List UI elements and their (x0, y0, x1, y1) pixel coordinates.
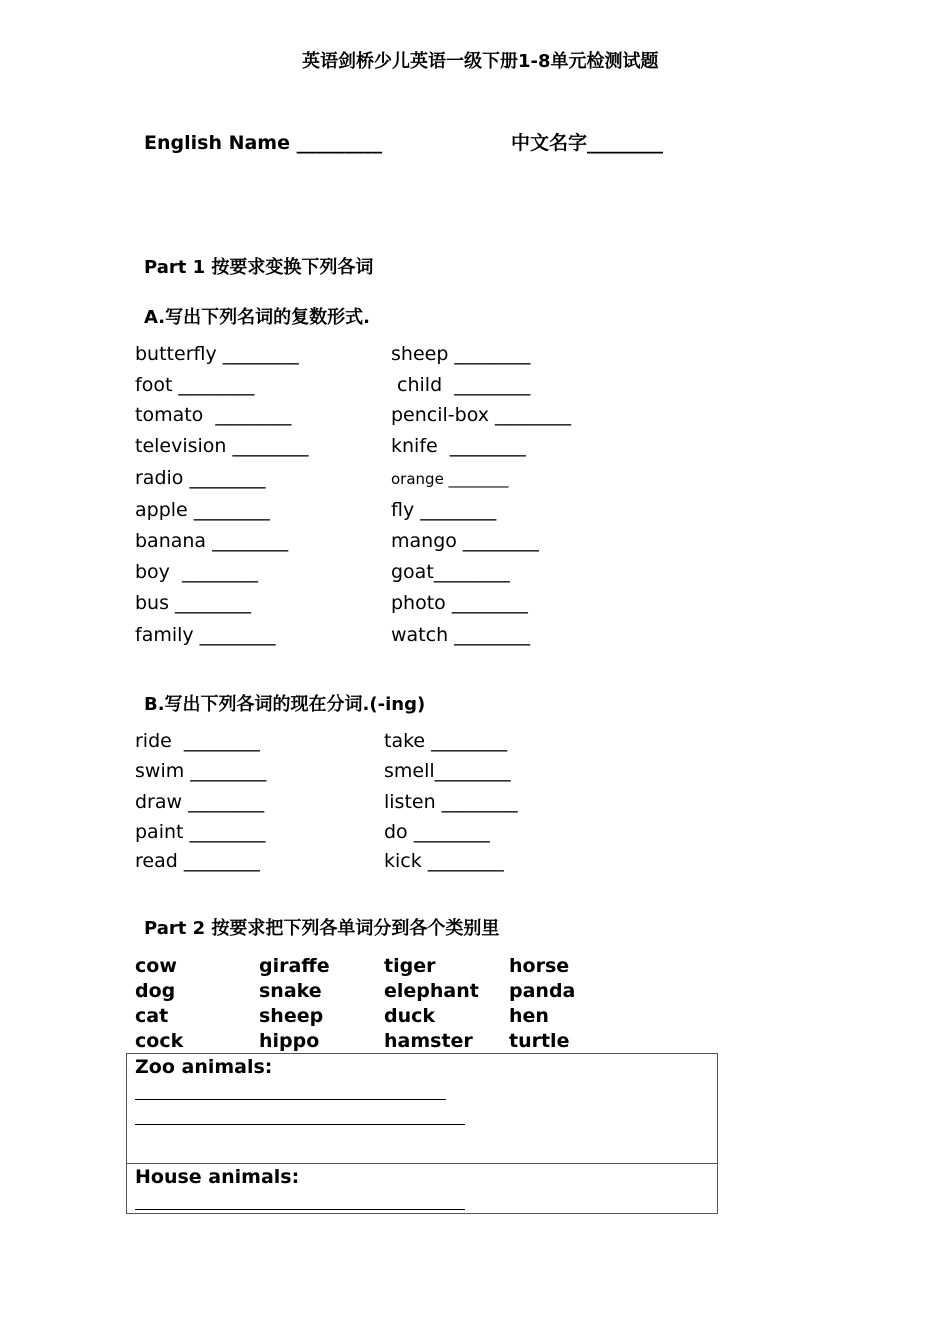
zoo-animals-box (126, 1053, 718, 1164)
plural-item[interactable]: goat________ (391, 561, 510, 583)
plural-item[interactable]: apple ________ (135, 499, 270, 521)
word-cell: snake (259, 980, 322, 1002)
ing-item[interactable]: do ________ (384, 821, 490, 843)
word-cell: cock (135, 1030, 184, 1052)
zoo-answer-line[interactable] (135, 1099, 446, 1100)
ing-item[interactable]: take ________ (384, 730, 508, 752)
plural-item[interactable]: television ________ (135, 435, 309, 457)
plural-item[interactable]: tomato ________ (135, 404, 292, 426)
word-cell: sheep (259, 1005, 324, 1027)
word-cell: hen (509, 1005, 549, 1027)
plural-item[interactable]: orange ________ (391, 470, 509, 488)
section-b-heading: B.写出下列各词的现在分词.(-ing) (144, 694, 426, 715)
plural-item[interactable]: butterfly ________ (135, 343, 299, 365)
plural-item[interactable]: banana ________ (135, 530, 289, 552)
word-cell: hamster (384, 1030, 473, 1052)
chinese-name-field[interactable]: 中文名字________ (511, 132, 664, 154)
ing-item[interactable]: read ________ (135, 850, 260, 872)
plural-item[interactable]: boy ________ (135, 561, 259, 583)
house-answer-line[interactable] (135, 1209, 465, 1210)
plural-item[interactable]: photo ________ (391, 592, 528, 614)
plural-item[interactable]: family ________ (135, 624, 276, 646)
plural-item[interactable]: foot ________ (135, 374, 255, 396)
word-cell: duck (384, 1005, 436, 1027)
ing-item[interactable]: draw ________ (135, 791, 265, 813)
ing-item[interactable]: listen ________ (384, 791, 518, 813)
word-cell: cow (135, 955, 177, 977)
house-animals-label: House animals: (135, 1166, 300, 1188)
word-cell: dog (135, 980, 176, 1002)
ing-item[interactable]: kick ________ (384, 850, 504, 872)
ing-item[interactable]: paint ________ (135, 821, 266, 843)
ing-item[interactable]: swim ________ (135, 760, 267, 782)
plural-item[interactable]: sheep ________ (391, 343, 531, 365)
word-cell: cat (135, 1005, 169, 1027)
zoo-answer-line[interactable] (135, 1124, 465, 1125)
word-cell: turtle (509, 1030, 570, 1052)
plural-item[interactable]: mango ________ (391, 530, 539, 552)
word-cell: elephant (384, 980, 479, 1002)
house-animals-box (126, 1163, 718, 1214)
english-name-field[interactable]: English Name _________ (144, 132, 383, 154)
plural-item[interactable]: fly ________ (391, 499, 497, 521)
plural-item[interactable]: bus ________ (135, 592, 252, 614)
section-a-heading: A.写出下列名词的复数形式. (144, 307, 370, 328)
plural-item[interactable]: radio ________ (135, 467, 266, 489)
ing-item[interactable]: smell________ (384, 760, 511, 782)
plural-item[interactable]: watch ________ (391, 624, 531, 646)
part1-heading: Part 1 按要求变换下列各词 (144, 257, 374, 278)
plural-item[interactable]: child ________ (391, 374, 531, 396)
part2-heading: Part 2 按要求把下列各单词分到各个类别里 (144, 918, 500, 939)
word-cell: tiger (384, 955, 436, 977)
word-cell: panda (509, 980, 576, 1002)
zoo-animals-label: Zoo animals: (135, 1056, 273, 1078)
plural-item[interactable]: pencil-box ________ (391, 404, 572, 426)
page-title: 英语剑桥少儿英语一级下册1-8单元检测试题 (302, 51, 659, 72)
plural-item[interactable]: knife ________ (391, 435, 526, 457)
word-cell: giraffe (259, 955, 330, 977)
ing-item[interactable]: ride ________ (135, 730, 260, 752)
word-cell: horse (509, 955, 570, 977)
word-cell: hippo (259, 1030, 320, 1052)
